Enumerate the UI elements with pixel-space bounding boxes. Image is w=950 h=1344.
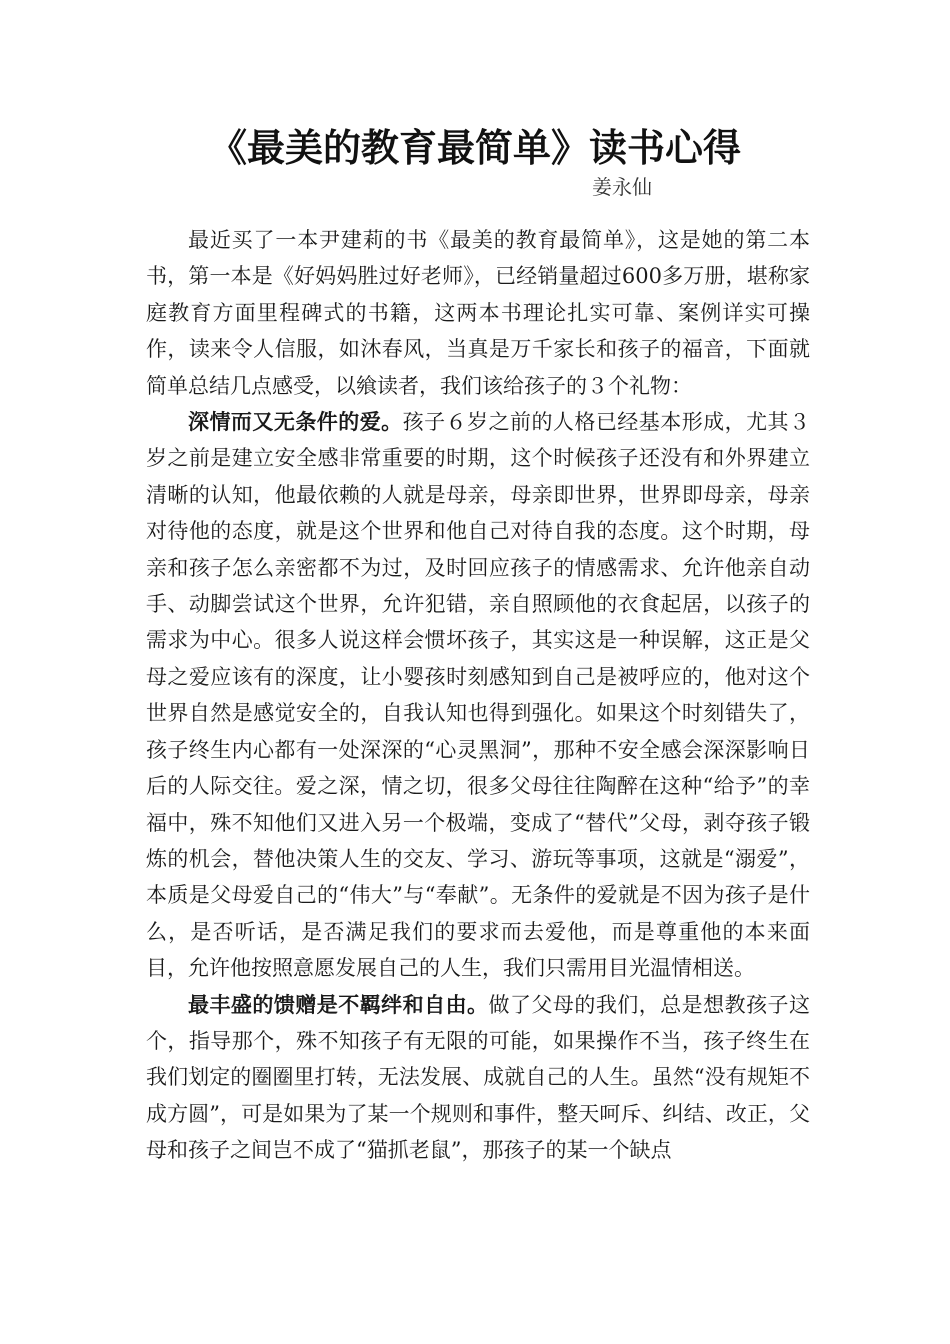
paragraph-lead: 深情而又无条件的爱。 xyxy=(188,409,403,435)
paragraph-intro xyxy=(146,222,810,404)
author-name: 姜永仙 xyxy=(592,175,652,199)
paragraph-lead: 最丰盛的馈赠是不羁绊和自由。 xyxy=(188,991,489,1017)
paragraph-text: 做了父母的我们，总是想教孩子这个，指导那个，殊不知孩子有无限的可能，如果操作不当，孩子终生在我们划定的圈圈里打转，无法发展、成就自己的人生。虽然“没有规矩不成方圆”，可是如果为了某一个规则和事件，整天呵斥、纠结、改正，父母和孩子之间岂不成了“猫抓老鼠”，那孩子的某一个缺点 xyxy=(146,992,810,1163)
document-body xyxy=(146,222,810,1169)
paragraph-love xyxy=(146,404,810,987)
paragraph-text: 最近买了一本尹建莉的书《最美的教育最简单》，这是她的第二本书，第一本是《好妈妈胜过好老师》，已经销量超过600多万册，堪称家庭教育方面里程碑式的书籍，这两本书理论扎实可靠、案例详实可操作，读来令人信服，如沐春风，当真是万千家长和孩子的福音，下面就简单总结几点感受，以飨读者，我们该给孩子的３个礼物： xyxy=(146,228,810,398)
paragraph-freedom xyxy=(146,987,810,1169)
paragraph-text: 孩子６岁之前的人格已经基本形成，尤其３岁之前是建立安全感非常重要的时期，这个时候孩子还没有和外界建立清晰的认知，他最依赖的人就是母亲，母亲即世界，世界即母亲，母亲对待他的态度，就是这个世界和他自己对待自我的态度。这个时期，母亲和孩子怎么亲密都不为过，及时回应孩子的情感需求、允许他亲自动手、动脚尝试这个世界，允许犯错，亲自照顾他的衣食起居，以孩子的需求为中心。很多人说这样会惯坏孩子，其实这是一种误解，这正是父母之爱应该有的深度，让小婴孩时刻感知到自己是被呼应的，他对这个世界自然是感觉安全的，自我认知也得到强化。如果这个时刻错失了，孩子终生内心都有一处深深的“心灵黑洞”，那种不安全感会深深影响日后的人际交往。爱之深，情之切，很多父母往往陶醉在这种“给予”的幸福中，殊不知他们又进入另一个极端，变成了“替代”父母，剥夺孩子锻炼的机会，替他决策人生的交友、学习、游玩等事项，这就是“溺爱”，本质是父母爱自己的“伟大”与“奉献”。无条件的爱就是不因为孩子是什么，是否听话，是否满足我们的要求而去爱他，而是尊重他的本来面目，允许他按照意愿发展自己的人生，我们只需用目光温情相送。 xyxy=(146,410,811,981)
document-title: 《最美的教育最简单》读书心得 xyxy=(208,125,741,170)
